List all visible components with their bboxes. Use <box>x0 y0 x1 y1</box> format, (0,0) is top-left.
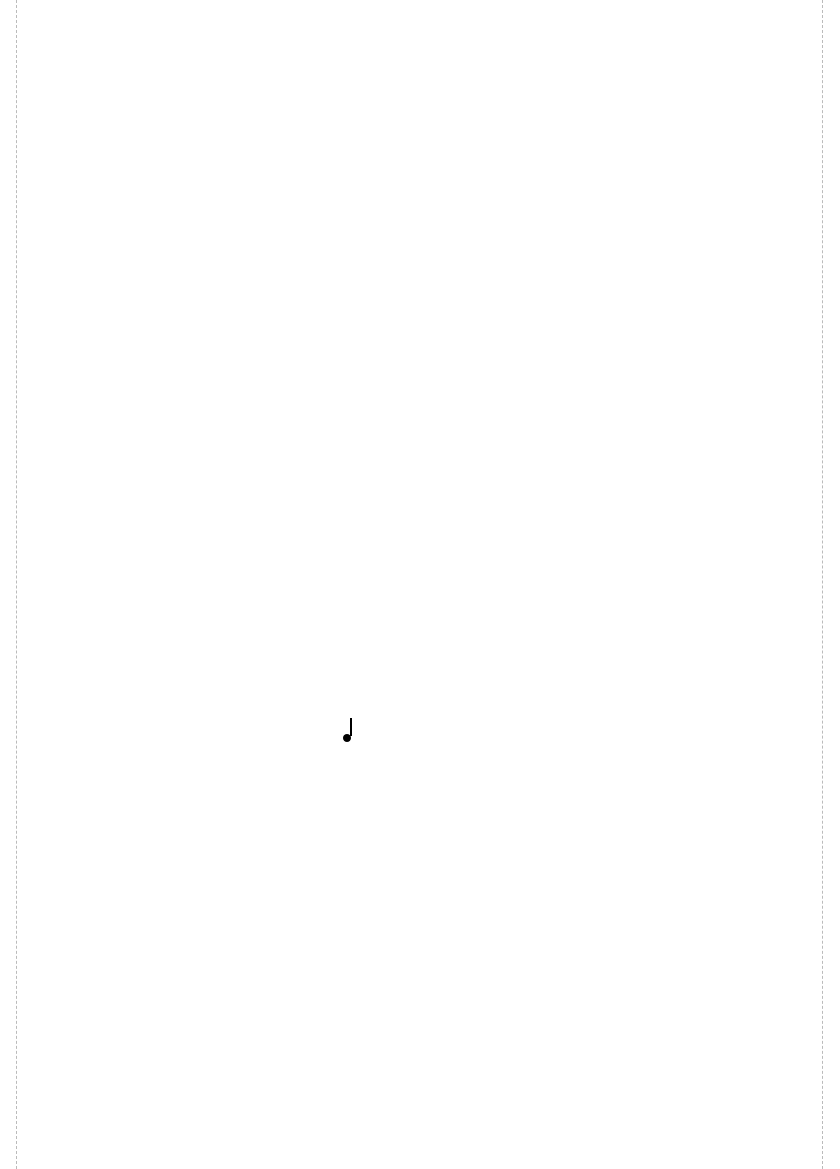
side-watermark-left <box>2 0 14 1169</box>
side-divider-right <box>822 0 823 1169</box>
side-watermark-right <box>826 0 838 1169</box>
source-credit <box>575 1106 593 1131</box>
side-divider-left <box>16 0 17 1169</box>
quarter-note-icon <box>343 734 351 742</box>
